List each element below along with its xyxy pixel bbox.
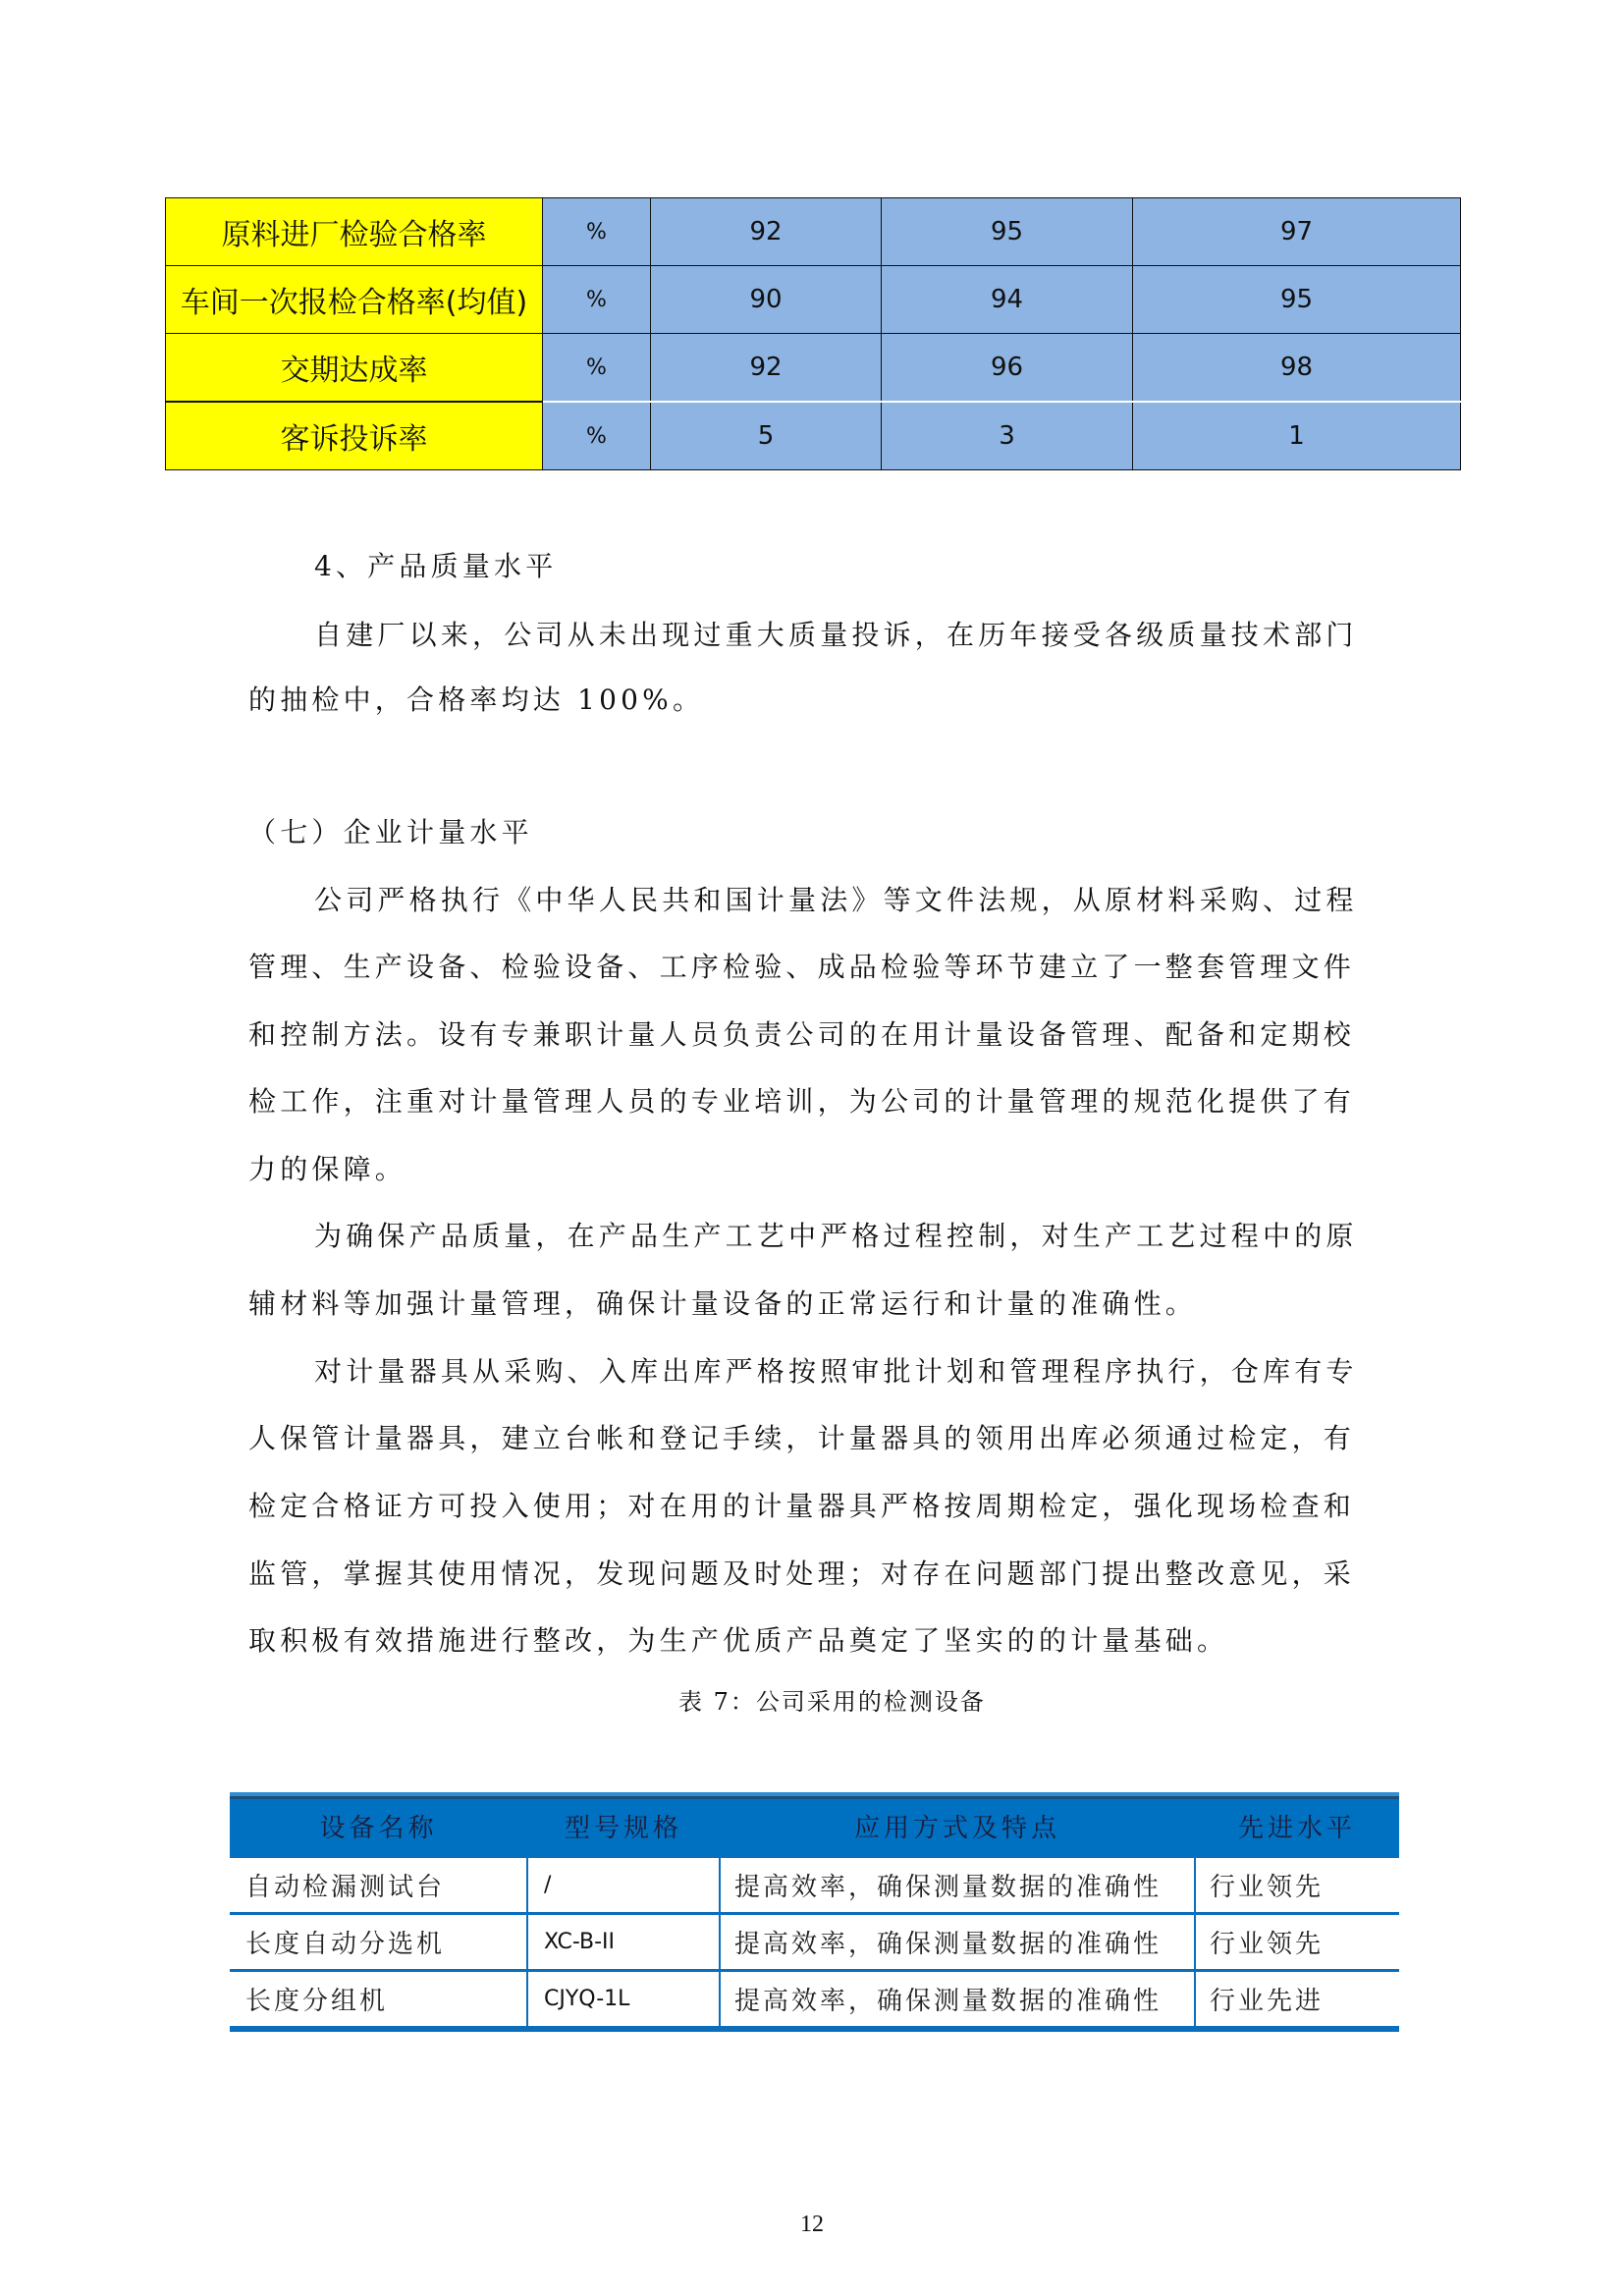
paragraph-line: 的抽检中，合格率均达 100%。 [248,683,705,716]
kpi-value: 95 [1133,266,1461,334]
kpi-value: 94 [882,266,1133,334]
equipment-table [230,1792,1399,2032]
paragraph-line: 检工作，注重对计量管理人员的专业培训，为公司的计量管理的规范化提供了有 [248,1085,1356,1118]
equipment-level: 行业先进 [1195,1971,1399,2030]
equipment-feature: 提高效率，确保测量数据的准确性 [720,1914,1195,1971]
table-row [230,1857,1399,1914]
kpi-unit: % [543,334,651,403]
paragraph-line: 对计量器具从采购、入库出库严格按照审批计划和管理程序执行，仓库有专 [314,1355,1358,1388]
kpi-value: 92 [651,198,882,266]
equipment-feature: 提高效率，确保测量数据的准确性 [720,1971,1195,2030]
kpi-unit: % [543,266,651,334]
kpi-name: 车间一次报检合格率(均值) [166,266,543,334]
equipment-model: XC-B-II [527,1914,720,1971]
equipment-model: / [527,1857,720,1914]
kpi-value: 5 [651,402,882,470]
kpi-unit: % [543,402,651,470]
equipment-name: 长度自动分选机 [230,1914,527,1971]
kpi-name: 交期达成率 [166,334,543,403]
section-heading-product-quality: 4、产品质量水平 [314,550,558,582]
kpi-value: 1 [1133,402,1461,470]
table-caption: 表 7：公司采用的检测设备 [678,1688,986,1716]
table-row [166,198,1461,266]
paragraph-line: 取积极有效措施进行整改，为生产优质产品奠定了坚实的的计量基础。 [248,1624,1229,1657]
kpi-value: 95 [882,198,1133,266]
kpi-value: 90 [651,266,882,334]
kpi-value: 96 [882,334,1133,403]
kpi-value: 3 [882,402,1133,470]
column-header: 设备名称 [230,1794,527,1857]
paragraph-line: 为确保产品质量，在产品生产工艺中严格过程控制，对生产工艺过程中的原 [314,1220,1358,1252]
kpi-value: 98 [1133,334,1461,403]
table-header-row [230,1794,1399,1857]
paragraph-line: 力的保障。 [248,1153,407,1185]
equipment-model: CJYQ-1L [527,1971,720,2030]
page-number: 12 [800,2212,824,2237]
table-row [166,266,1461,334]
column-header: 先进水平 [1195,1794,1399,1857]
column-header: 应用方式及特点 [720,1794,1195,1857]
kpi-value: 92 [651,334,882,403]
table-row [230,1971,1399,2030]
table-row [166,334,1461,403]
paragraph-line: 公司严格执行《中华人民共和国计量法》等文件法规，从原材料采购、过程 [314,884,1358,916]
paragraph-line: 检定合格证方可投入使用；对在用的计量器具严格按周期检定，强化现场检查和 [248,1490,1356,1522]
kpi-name: 原料进厂检验合格率 [166,198,543,266]
table-row [230,1914,1399,1971]
table-row [166,402,1461,470]
quality-kpi-table [165,197,1461,470]
paragraph-line: 和控制方法。设有专兼职计量人员负责公司的在用计量设备管理、配备和定期校 [248,1018,1356,1051]
kpi-unit: % [543,198,651,266]
equipment-name: 自动检漏测试台 [230,1857,527,1914]
equipment-name: 长度分组机 [230,1971,527,2030]
kpi-value: 97 [1133,198,1461,266]
equipment-feature: 提高效率，确保测量数据的准确性 [720,1857,1195,1914]
equipment-level: 行业领先 [1195,1857,1399,1914]
paragraph-line: 辅材料等加强计量管理，确保计量设备的正常运行和计量的准确性。 [248,1287,1198,1320]
paragraph-line: 人保管计量器具，建立台帐和登记手续，计量器具的领用出库必须通过检定，有 [248,1422,1356,1454]
column-header: 型号规格 [527,1794,720,1857]
kpi-name: 客诉投诉率 [166,402,543,470]
paragraph-line: 自建厂以来，公司从未出现过重大质量投诉，在历年接受各级质量技术部门 [314,619,1358,651]
section-heading-metrology: （七）企业计量水平 [248,816,533,848]
paragraph-line: 管理、生产设备、检验设备、工序检验、成品检验等环节建立了一整套管理文件 [248,951,1356,983]
equipment-level: 行业领先 [1195,1914,1399,1971]
paragraph-line: 监管，掌握其使用情况，发现问题及时处理；对存在问题部门提出整改意见，采 [248,1558,1356,1590]
